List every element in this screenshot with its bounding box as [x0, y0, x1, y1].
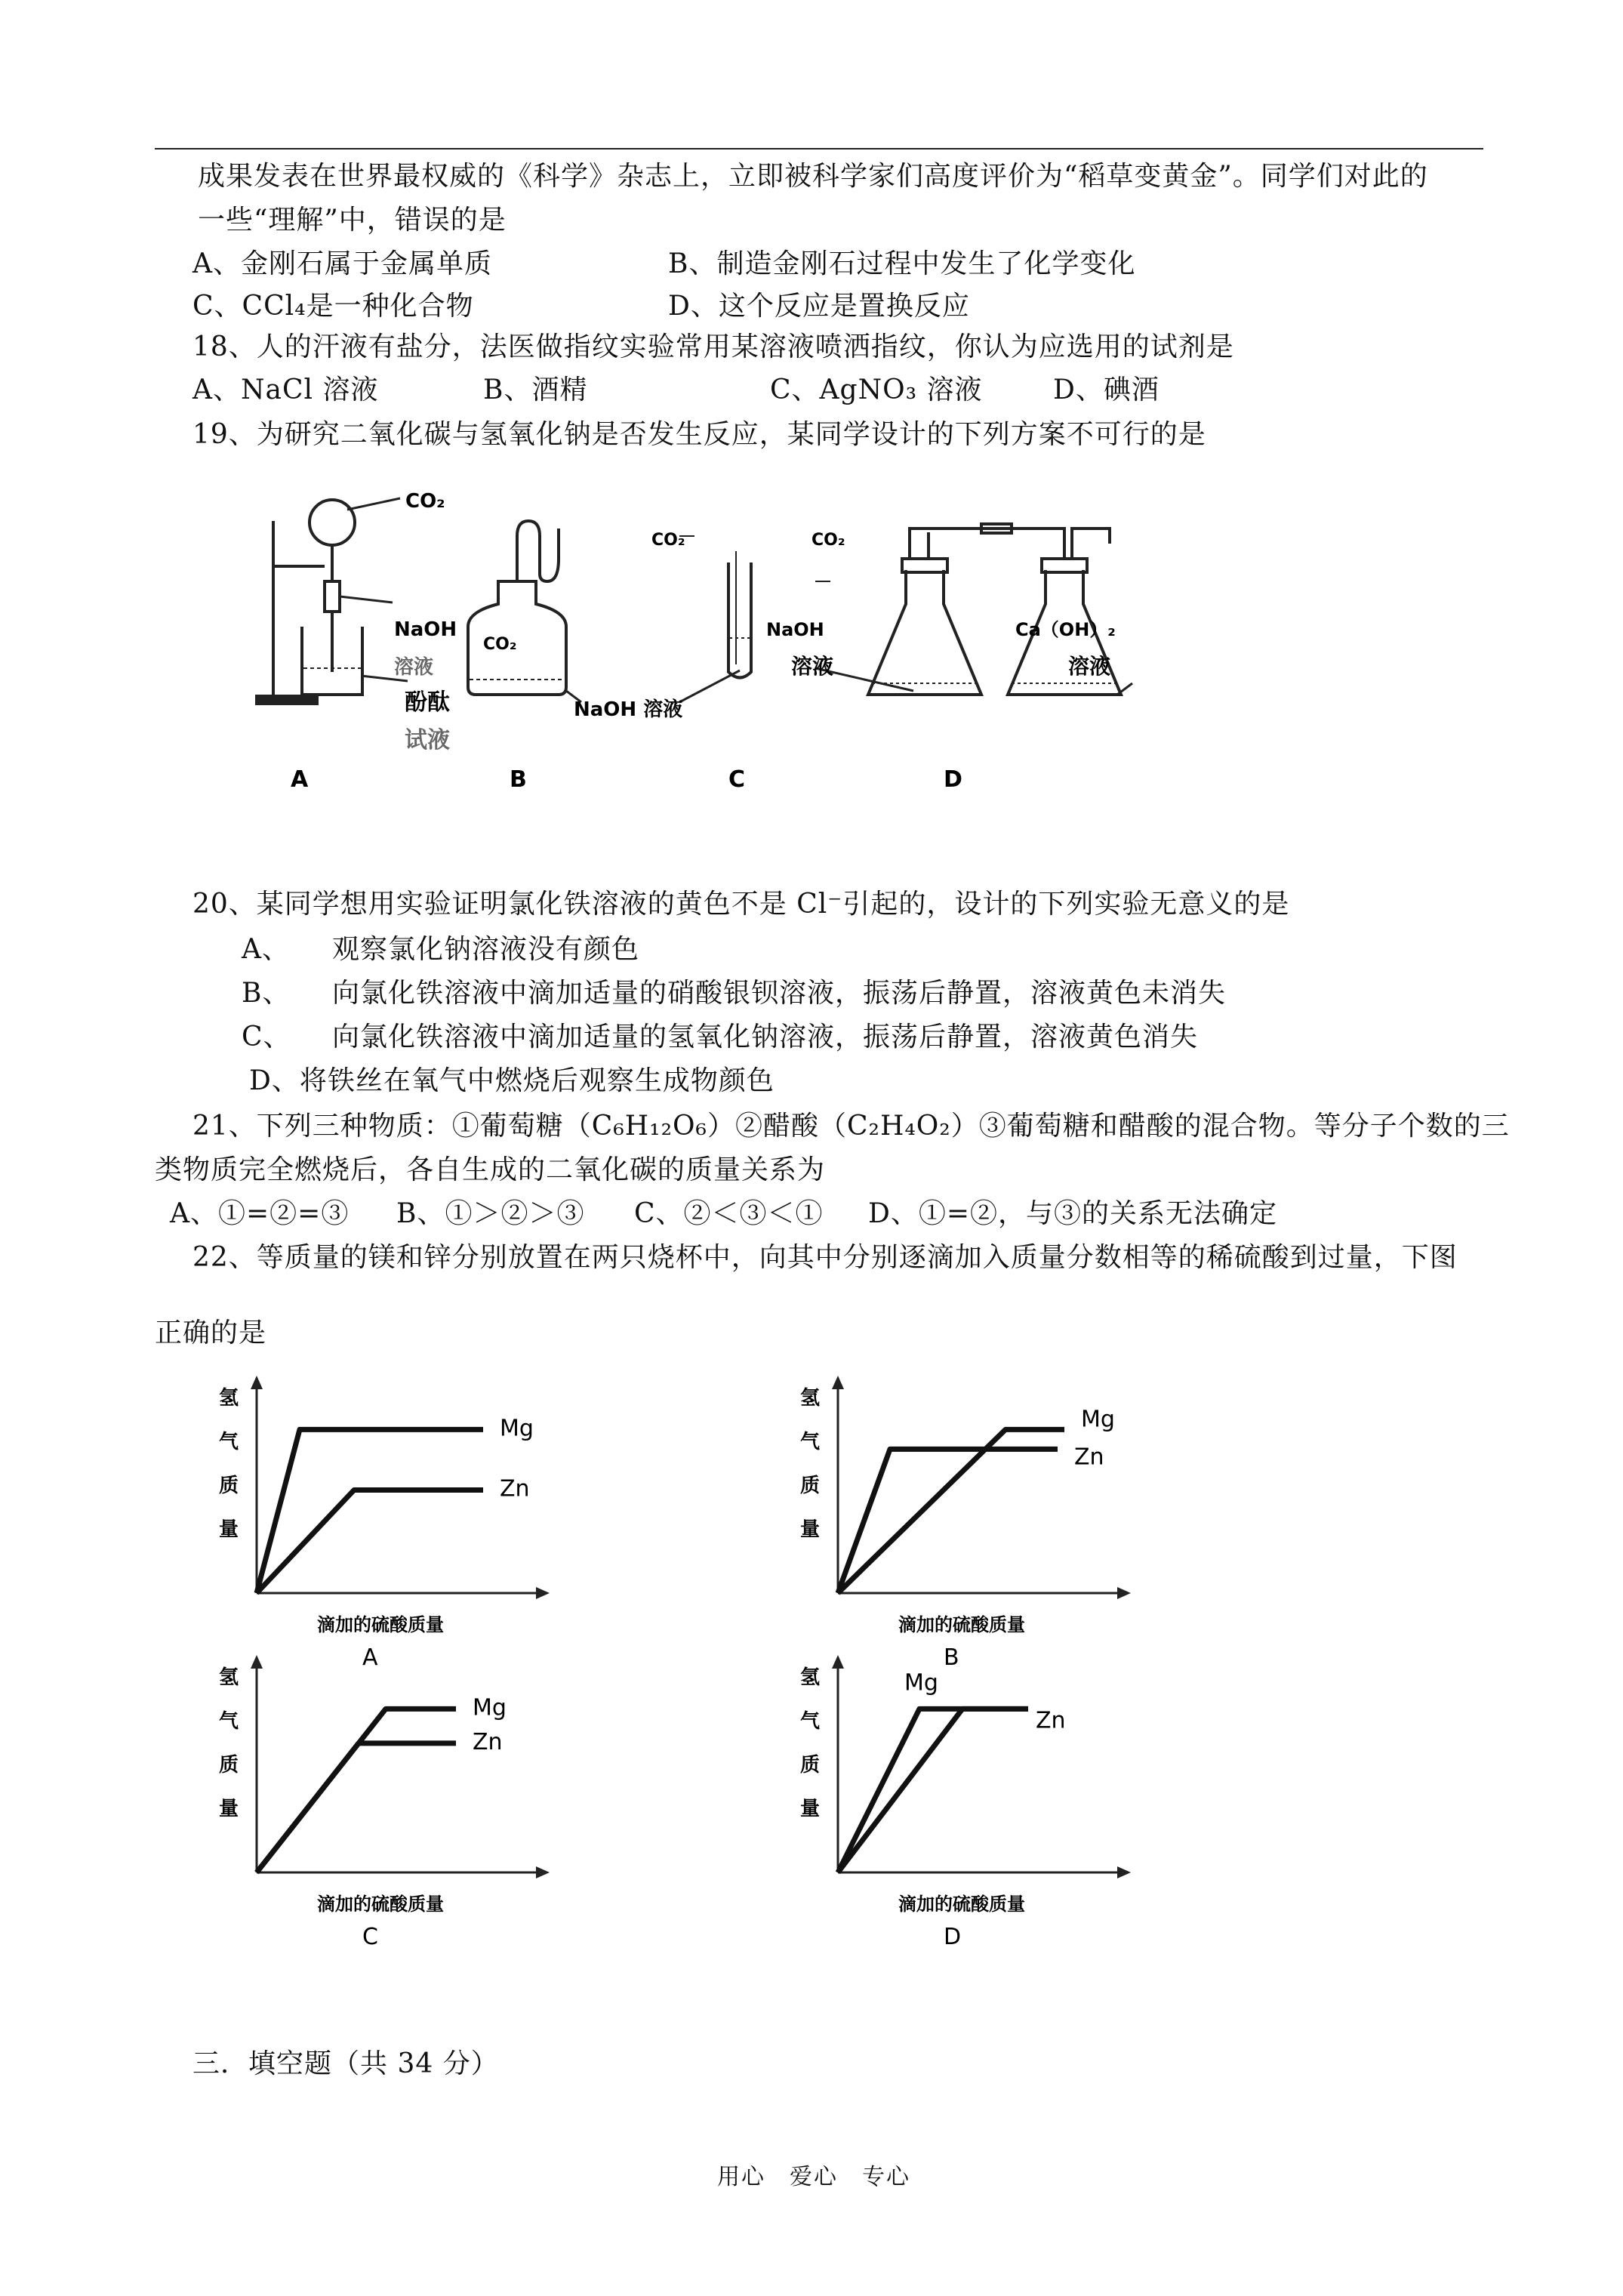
series-label-zn: Zn [1074, 1444, 1104, 1471]
y-axis-label-char: 氢 [219, 1666, 239, 1689]
y-axis-arrow [251, 1655, 263, 1669]
y-axis-label-char: 量 [219, 1798, 239, 1820]
y-axis-arrow [832, 1376, 844, 1389]
series-line-zn [257, 1490, 483, 1594]
x-axis-label: 滴加的硫酸质量 [317, 1894, 444, 1915]
label-co2-c: CO₂ [651, 531, 685, 550]
q21-option-a: A、①=②=③ [170, 1198, 350, 1229]
series-label-mg: Mg [500, 1415, 534, 1442]
q21-option-c: C、②＜③＜① [634, 1198, 824, 1229]
series-label-zn: Zn [1036, 1707, 1066, 1734]
series-line-zn [838, 1709, 1028, 1872]
y-axis-arrow [251, 1376, 263, 1389]
label-co2-b: CO₂ [483, 635, 517, 654]
q20-option-a-key: A、 [242, 934, 290, 965]
label-soln-d: 溶液 [1068, 654, 1111, 679]
y-axis-label-char: 质 [219, 1754, 239, 1777]
label-co2-a: CO₂ [405, 490, 445, 513]
chart-d [785, 1653, 1178, 1948]
series-line-mg [838, 1429, 1064, 1593]
q18-stem: 18、人的汗液有盐分，法医做指纹实验常用某溶液喷洒指纹，你认为应选用的试剂是 [192, 331, 1234, 362]
caption-a: A [291, 766, 309, 793]
series-line-zn [838, 1449, 1058, 1593]
q20-stem: 20、某同学想用实验证明氯化铁溶液的黄色不是 Cl⁻引起的，设计的下列实验无意义的是 [192, 889, 1290, 920]
q18-option-b: B、酒精 [483, 374, 588, 405]
y-axis-label-char: 氢 [800, 1666, 821, 1689]
q22-line2: 正确的是 [155, 1318, 267, 1348]
y-axis-arrow [832, 1655, 844, 1669]
y-axis-label-char: 氢 [800, 1387, 821, 1410]
apparatus-c [679, 536, 751, 702]
chart-c [204, 1653, 596, 1948]
series-line-zn [257, 1743, 456, 1872]
q20-option-b-key: B、 [242, 978, 291, 1009]
caption-c: C [728, 766, 746, 793]
caption-b: B [510, 766, 527, 793]
x-axis-label: 滴加的硫酸质量 [317, 1614, 444, 1635]
q21-line1: 21、下列三种物质：①葡萄糖（C₆H₁₂O₆）②醋酸（C₂H₄O₂）③葡萄糖和醋酸的混合物。等分子个数的三 [192, 1111, 1510, 1142]
y-axis-label-char: 量 [800, 1798, 821, 1820]
q21-option-b: B、①＞②＞③ [396, 1198, 585, 1229]
q18-option-d: D、碘酒 [1053, 374, 1160, 405]
y-axis-label-char: 气 [219, 1710, 239, 1733]
y-axis-label-char: 氢 [219, 1387, 239, 1410]
q17-option-b: B、制造金刚石过程中发生了化学变化 [668, 248, 1136, 279]
q20-option-c-key: C、 [242, 1022, 291, 1052]
x-axis-label: 滴加的硫酸质量 [898, 1614, 1025, 1635]
q20-option-d: D、将铁丝在氧气中燃烧后观察生成物颜色 [249, 1065, 775, 1096]
x-axis-arrow [1117, 1587, 1131, 1599]
q19-apparatus-figure [226, 476, 1208, 808]
y-axis-label-char: 气 [219, 1431, 239, 1453]
x-axis-arrow [536, 1587, 550, 1599]
q17-option-d: D、这个反应是置换反应 [668, 291, 970, 322]
label-naoh-b: NaOH 溶液 [574, 698, 683, 721]
label-soln-a: 溶液 [394, 656, 434, 679]
series-line-mg [257, 1429, 483, 1593]
q17-option-a: A、金刚石属于金属单质 [192, 248, 492, 279]
y-axis-label-char: 量 [219, 1518, 239, 1541]
y-axis-label-char: 气 [800, 1431, 821, 1453]
q18-option-c: C、AgNO₃ 溶液 [770, 374, 983, 405]
q21-line2: 类物质完全燃烧后，各自生成的二氧化碳的质量关系为 [155, 1154, 826, 1185]
chart-a [204, 1374, 596, 1669]
series-label-mg: Mg [473, 1694, 507, 1721]
label-shiye: 试液 [405, 727, 450, 754]
apparatus-b [468, 521, 581, 702]
page-footer: 用心 爱心 专心 [717, 2164, 910, 2190]
x-axis-label: 滴加的硫酸质量 [898, 1894, 1025, 1915]
chart-caption: D [944, 1924, 962, 1948]
chart-caption: C [362, 1924, 378, 1948]
chart-b [785, 1374, 1178, 1669]
q21-option-d: D、①=②，与③的关系无法确定 [868, 1198, 1278, 1229]
chart-caption: B [944, 1644, 959, 1669]
y-axis-label-char: 质 [219, 1475, 239, 1497]
series-label-zn: Zn [500, 1475, 530, 1502]
y-axis-label-char: 质 [800, 1475, 821, 1497]
series-line-mg [838, 1709, 1028, 1872]
q17-option-c: C、CCl₄是一种化合物 [192, 291, 474, 322]
apparatus-a [257, 498, 408, 704]
series-line-mg [257, 1709, 456, 1872]
label-soln-c: 溶液 [791, 654, 834, 679]
y-axis-label-char: 质 [800, 1754, 821, 1777]
q20-option-a: 观察氯化钠溶液没有颜色 [332, 934, 640, 965]
q20-option-c: 向氯化铁溶液中滴加适量的氢氧化钠溶液，振荡后静置，溶液黄色消失 [332, 1022, 1199, 1052]
caption-d: D [944, 766, 962, 793]
x-axis-arrow [536, 1866, 550, 1878]
header-rule [155, 148, 1483, 149]
series-label-zn: Zn [473, 1728, 503, 1755]
q18-option-a: A、NaCl 溶液 [192, 374, 379, 405]
series-label-mg: Mg [1081, 1406, 1115, 1433]
q17-line1: 成果发表在世界最权威的《科学》杂志上，立即被科学家们高度评价为“稻草变黄金”。同学们对此的 [198, 161, 1428, 192]
q20-option-b: 向氯化铁溶液中滴加适量的硝酸银钡溶液，振荡后静置，溶液黄色未消失 [332, 978, 1227, 1009]
series-label-mg: Mg [904, 1669, 938, 1697]
y-axis-label-char: 气 [800, 1710, 821, 1733]
label-caoh: Ca（OH）₂ [1015, 619, 1116, 640]
q19-stem: 19、为研究二氧化碳与氢氧化钠是否发生反应，某同学设计的下列方案不可行的是 [192, 419, 1206, 450]
section-3-heading: 三．填空题（共 34 分） [192, 2048, 499, 2079]
label-naoh-a: NaOH [394, 618, 457, 641]
q22-line1: 22、等质量的镁和锌分别放置在两只烧杯中，向其中分别逐滴加入质量分数相等的稀硫酸到过量，下图 [192, 1242, 1458, 1273]
chart-caption: A [362, 1644, 378, 1669]
q17-line2: 一些“理解”中，错误的是 [198, 205, 507, 236]
x-axis-arrow [1117, 1866, 1131, 1878]
label-co2-d: CO₂ [812, 531, 845, 550]
label-naoh-c: NaOH [766, 619, 824, 640]
label-phenol: 酚酞 [405, 689, 450, 716]
y-axis-label-char: 量 [800, 1518, 821, 1541]
